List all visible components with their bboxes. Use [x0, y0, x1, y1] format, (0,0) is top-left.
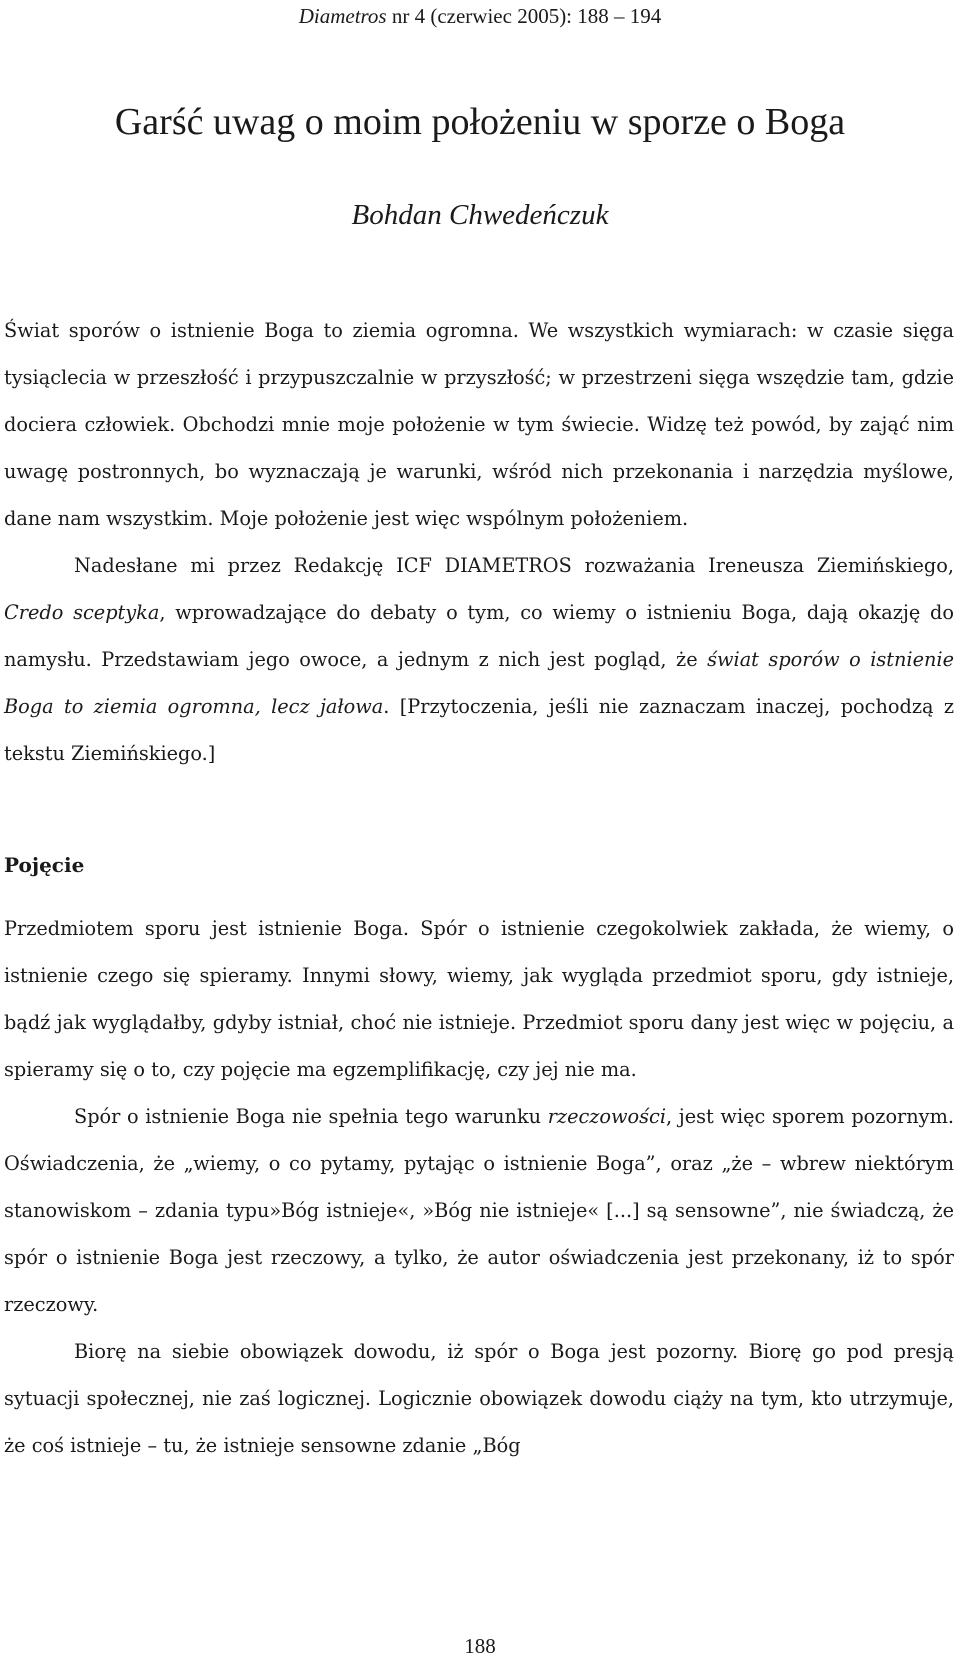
section-text [4, 905, 954, 1469]
article-title: Garść uwag o moim położeniu w sporze o Boga [114, 101, 846, 143]
text-span: Nadesłane mi przez Redakcję ICF DIAMETROS rozważania Ireneusza Ziemińskiego, [74, 554, 954, 577]
section-heading: Pojęcie [4, 853, 85, 877]
text-span: , wprowadzające do debaty o tym, co wiemy o istnieniu Boga, dają okazję do namysłu. Przedstawiam jego owoce, a jednym z nich jest pogląd, że [4, 601, 954, 671]
emphasized-term: rzeczowości [547, 1105, 667, 1128]
intro-paragraph-1: Świat sporów o istnienie Boga to ziemia ogromna. We wszystkich wymiarach: w czasie sięga tysiąclecia w przeszłość i przypuszczalnie w przyszłość; w przestrzeni sięga wszędzie tam, gdzie dociera człowiek. Obchodzi mnie moje położenie w tym świecie. Widzę też powód, by zająć nim uwagę postronnych, bo wyznaczają je warunki, wśród nich przekonania i narzędzia myślowe, dane nam wszystkim. Moje położenie jest więc wspólnym położeniem. [4, 319, 954, 530]
text-span: Spór o istnienie Boga nie spełnia tego warunku [74, 1105, 548, 1128]
running-head [0, 2, 960, 30]
page-number: 188 [464, 1634, 496, 1658]
text-span: , jest więc sporem pozornym. Oświadczenia, że „wiemy, o co pytamy, pytając o istnienie Boga”, oraz „że – wbrew niektórym stanowiskom – zdania typu»Bóg istnieje«, »Bóg nie istnieje« [...] są sensowne”, nie świadczą, że spór o istnienie Boga jest rzeczowy, a tylko, że autor oświadczenia jest przekonany, iż to spór rzeczowy. [4, 1105, 954, 1316]
cited-title: Credo sceptyka [4, 601, 160, 624]
journal-name: Diametros [298, 4, 387, 28]
section-paragraph-1: Przedmiotem sporu jest istnienie Boga. Spór o istnienie czegokolwiek zakłada, że wiemy, o istnienie czego się spieramy. Innymi słowy, wiemy, jak wygląda przedmiot sporu, gdy istnieje, bądź jak wyglądałby, gdyby istniał, choć nie istnieje. Przedmiot sporu dany jest więc w pojęciu, a spieramy się o to, czy pojęcie ma egzemplifikację, czy jej nie ma. [4, 917, 954, 1081]
intro-text [4, 307, 954, 777]
text-span: . [Przytoczenia, jeśli nie zaznaczam inaczej, pochodzą z tekstu Ziemińskiego.] [4, 695, 954, 765]
intro-paragraph-2 [4, 542, 954, 777]
quoted-view: świat sporów o istnienie Boga to ziemia ogromna, lecz jałowa [4, 648, 954, 718]
section-paragraph-3: Biorę na siebie obowiązek dowodu, iż spór o Boga jest pozorny. Biorę go pod presją sytuacji społecznej, nie zaś logicznej. Logicznie obowiązek dowodu ciąży na tym, kto utrzymuje, że coś istnieje – tu, że istnieje sensowne zdanie „Bóg [4, 1340, 954, 1457]
issue-info: nr 4 (czerwiec 2005): 188 – 194 [386, 4, 662, 28]
section-paragraph-2 [4, 1093, 954, 1328]
article-author: Bohdan Chwedeńczuk [351, 199, 609, 231]
